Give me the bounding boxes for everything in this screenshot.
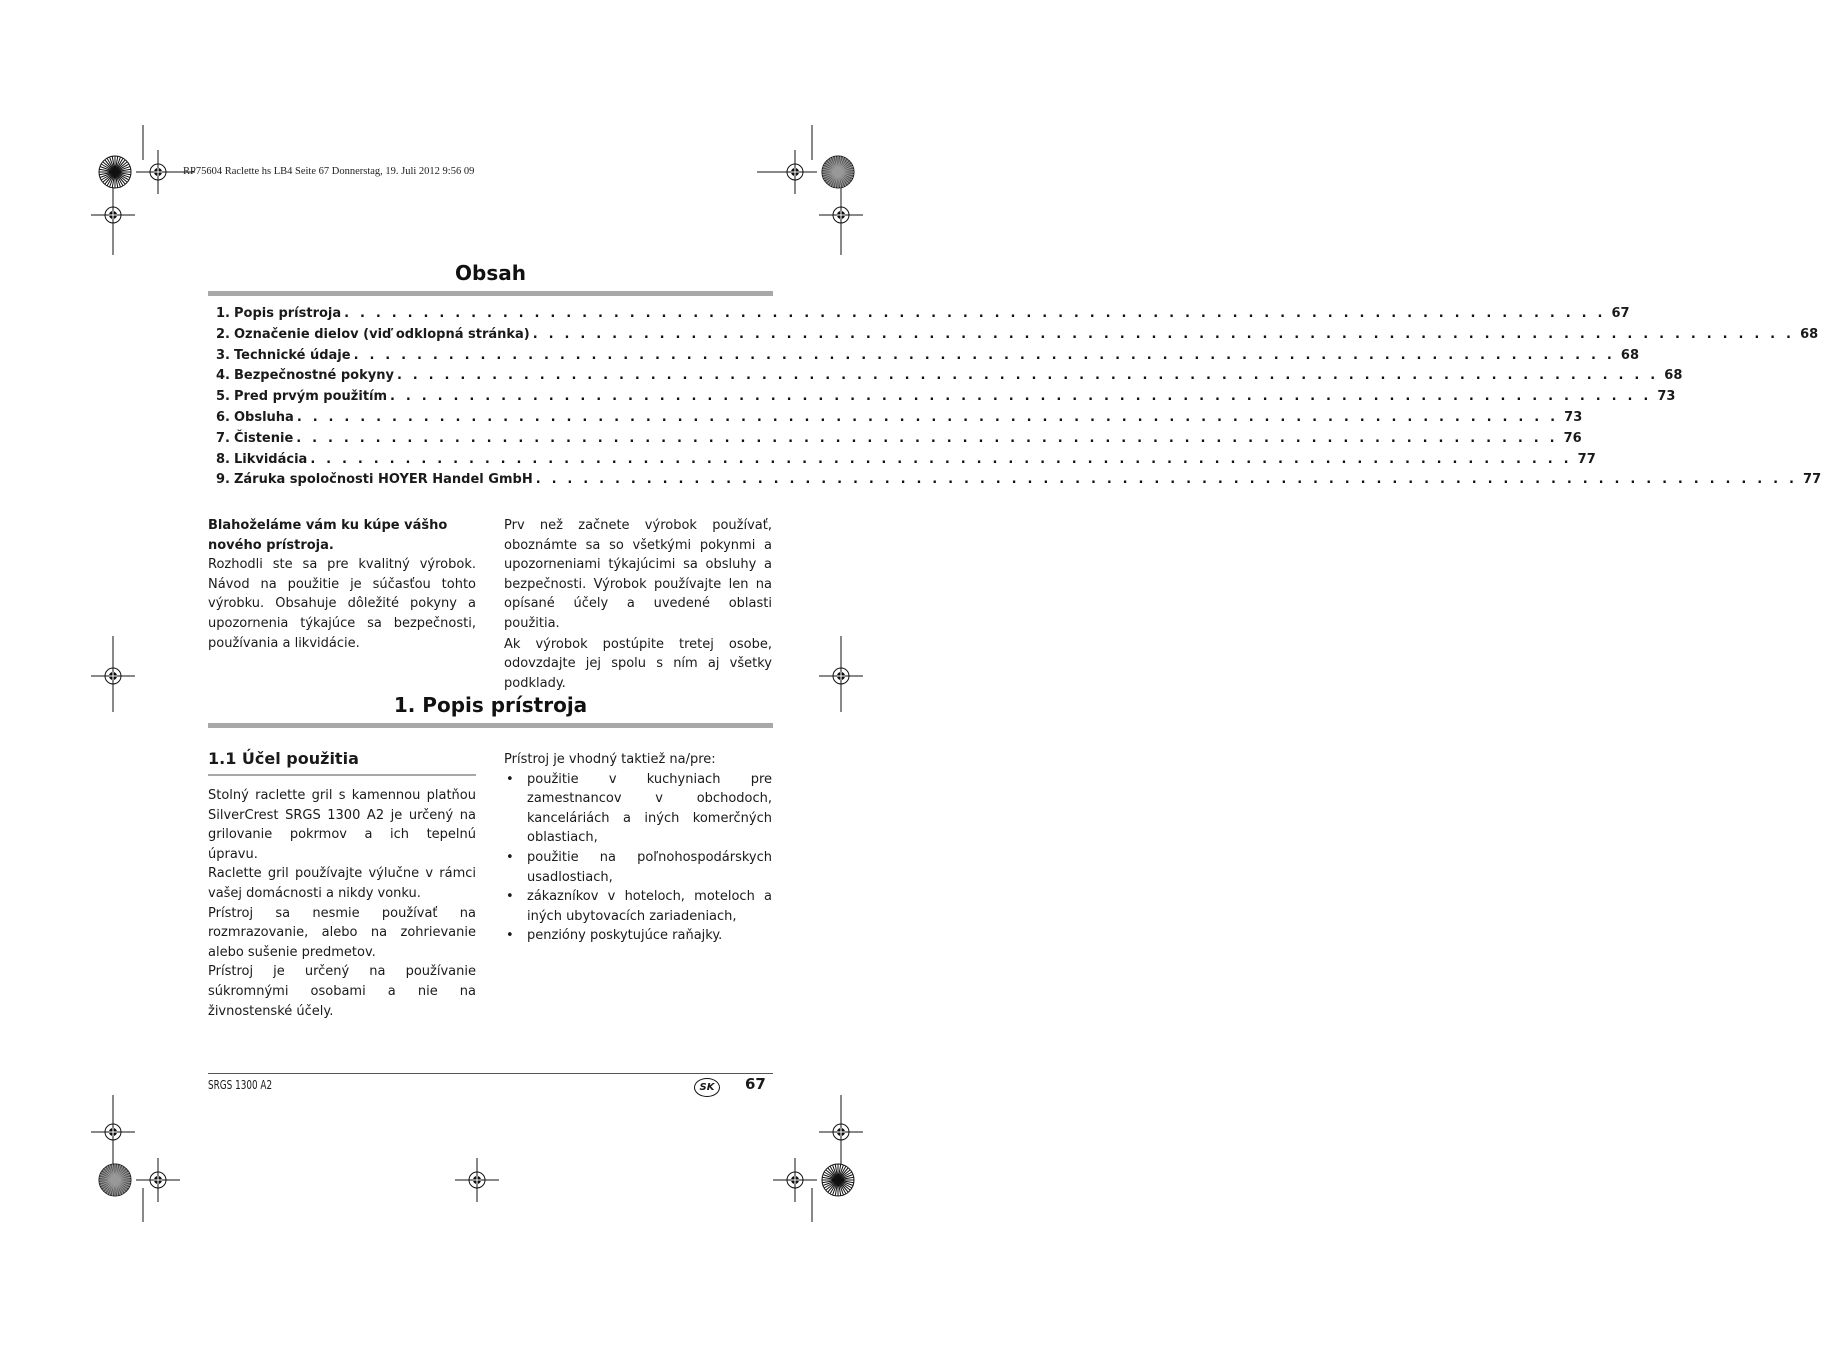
toc-entry-title: Likvidácia [233, 451, 308, 467]
toc-entry [216, 430, 1582, 452]
toc-entry-number: 3. [216, 347, 230, 363]
toc-entry [216, 347, 1640, 369]
toc-entry-title: Pred prvým použitím [233, 389, 388, 405]
toc-leader-dots: . . . . . . . . . . . . . . . . . . . . . . . . . . . . . . . . . . . . . . . . . . . . . . . . . . . . . . . . . . . . . . . . . . . . . . . . . . . . . . . . [535, 472, 1798, 488]
intro-heading: Blahoželáme vám ku kúpe vášho nového prístroja. [208, 518, 448, 553]
section-paragraph-2: Raclette gril používajte výlučne v rámci vašej domácnosti a nikdy vonku. [208, 866, 476, 901]
toc-entry-number: 8. [216, 451, 230, 467]
usage-list-item: • použitie na poľnohospodárskych usadlostiach, [504, 848, 772, 887]
print-header: RP75604 Raclette hs LB4 Seite 67 Donnerstag, 19. Juli 2012 9:56 09 [183, 166, 475, 177]
toc-entry-number: 5. [216, 389, 230, 405]
intro-left-column [208, 516, 476, 653]
color-wheel-icon [99, 1164, 131, 1196]
toc-entry [216, 326, 1819, 348]
toc-entry-page: 76 [1563, 430, 1582, 446]
toc-leader-dots: . . . . . . . . . . . . . . . . . . . . . . . . . . . . . . . . . . . . . . . . . . . . . . . . . . . . . . . . . . . . . . . . . . . . . . . . . . . . . . . . [296, 430, 1558, 446]
toc-entry-page: 73 [1564, 409, 1583, 425]
toc-entry-number: 7. [216, 430, 230, 446]
usage-intro: Prístroj je vhodný taktiež na/pre: [504, 752, 716, 767]
registration-mark-icon [773, 150, 817, 194]
color-wheel-icon [99, 156, 131, 188]
section-left-column [208, 786, 476, 1021]
toc-entry-page: 68 [1620, 347, 1640, 363]
toc-entry-page: 67 [1611, 306, 1630, 321]
section-paragraph-3: Prístroj sa nesmie používať na rozmrazovanie, alebo na zohrievanie alebo sušenie predmetov. [208, 905, 476, 960]
toc-leader-dots: . . . . . . . . . . . . . . . . . . . . . . . . . . . . . . . . . . . . . . . . . . . . . . . . . . . . . . . . . . . . . . . . . . . . . . . . . . . . . . . . [390, 389, 1652, 405]
toc-entry-page: 68 [1800, 326, 1819, 342]
toc-entry-title: Záruka spoločnosti HOYER Handel GmbH [233, 472, 533, 488]
toc-entry-number: 6. [216, 409, 230, 425]
registration-mark-icon [91, 1110, 135, 1154]
section-title-rule [208, 723, 773, 728]
toc-entry-page: 77 [1803, 472, 1821, 488]
intro-right-paragraph-1: Prv než začnete výrobok používať, oboznámte sa so všetkými pokynmi a upozorneniami týkajúcimi sa obsluhy a bezpečnosti. Výrobok používajte len na opísané účely a uvedené oblasti použitia. [504, 518, 772, 631]
subsection-rule [208, 774, 476, 776]
color-wheel-icon [822, 1164, 854, 1196]
toc-entry-number: 9. [216, 472, 230, 488]
color-wheel-icon [822, 156, 854, 188]
toc-entry [216, 306, 1630, 327]
section-paragraph-4: Prístroj je určený na používanie súkromnými osobami a nie na živnostenské účely. [208, 964, 476, 1019]
usage-list-item: • použitie v kuchyniach pre zamestnancov v obchodoch, kanceláriách a iných komerčných oblastiach, [504, 770, 772, 848]
toc-entry-number: 2. [216, 326, 230, 342]
toc-entry-title: Čistenie [233, 430, 294, 446]
toc-leader-dots: . . . . . . . . . . . . . . . . . . . . . . . . . . . . . . . . . . . . . . . . . . . . . . . . . . . . . . . . . . . . . . . . . . . . . . . . . . . . . . . . [353, 347, 1616, 363]
toc-title: Obsah [455, 261, 526, 285]
section-right-column [504, 750, 772, 946]
usage-list-item: • penzióny poskytujúce raňajky. [504, 926, 772, 946]
registration-mark-icon [91, 193, 135, 237]
toc-entry-title: Bezpečnostné pokyny [233, 368, 394, 384]
toc-entry [216, 389, 1676, 410]
registration-mark-icon [819, 654, 863, 698]
toc-entry-title: Obsluha [233, 409, 294, 425]
toc-entry [216, 472, 1821, 493]
toc-entry [216, 409, 1583, 431]
toc-title-rule [208, 291, 773, 296]
footer-model: SRGS 1300 A2 [208, 1078, 273, 1092]
toc-leader-dots: . . . . . . . . . . . . . . . . . . . . . . . . . . . . . . . . . . . . . . . . . . . . . . . . . . . . . . . . . . . . . . . . . . . . . . . . . . . . . . . . [344, 306, 1606, 321]
toc-entry [216, 451, 1596, 473]
registration-mark-icon [91, 654, 135, 698]
toc-entry-number: 1. [216, 306, 230, 321]
language-badge: SK [694, 1078, 720, 1097]
toc-entry-title: Popis prístroja [233, 306, 342, 321]
toc-entry-number: 4. [216, 368, 230, 384]
toc-entry-page: 68 [1664, 368, 1683, 384]
toc-entry-page: 77 [1577, 451, 1596, 467]
page-number: 67 [745, 1075, 766, 1093]
intro-right-column [504, 516, 772, 693]
toc-entry [216, 368, 1683, 389]
usage-list [504, 770, 772, 946]
toc-leader-dots: . . . . . . . . . . . . . . . . . . . . . . . . . . . . . . . . . . . . . . . . . . . . . . . . . . . . . . . . . . . . . . . . . . . . . . . . . . . . . . . . [310, 451, 1572, 467]
section-paragraph-1: Stolný raclette gril s kamennou platňou SilverCrest SRGS 1300 A2 je určený na grilovanie pokrmov a ich tepelnú úpravu. [208, 788, 476, 862]
intro-right-paragraph-2: Ak výrobok postúpite tretej osobe, odovzdajte jej spolu s ním aj všetky podklady. [504, 636, 772, 691]
toc-leader-dots: . . . . . . . . . . . . . . . . . . . . . . . . . . . . . . . . . . . . . . . . . . . . . . . . . . . . . . . . . . . . . . . . . . . . . . . . . . . . . . . . [396, 368, 1659, 384]
usage-list-item: • zákazníkov v hoteloch, moteloch a iných ubytovacích zariadeniach, [504, 887, 772, 926]
registration-mark-icon [455, 1158, 499, 1202]
section-title: 1. Popis prístroja [393, 693, 588, 717]
footer-rule [208, 1073, 773, 1074]
toc-list [216, 306, 1821, 493]
toc-entry-page: 73 [1657, 389, 1676, 405]
toc-leader-dots: . . . . . . . . . . . . . . . . . . . . . . . . . . . . . . . . . . . . . . . . . . . . . . . . . . . . . . . . . . . . . . . . . . . . . . . . . . . . . . . . [532, 326, 1795, 342]
toc-leader-dots: . . . . . . . . . . . . . . . . . . . . . . . . . . . . . . . . . . . . . . . . . . . . . . . . . . . . . . . . . . . . . . . . . . . . . . . . . . . . . . . . [296, 409, 1559, 425]
registration-mark-icon [819, 1110, 863, 1154]
intro-left-text: Rozhodli ste sa pre kvalitný výrobok. Návod na použitie je súčasťou tohto výrobku. Obsahuje dôležité pokyny a upozornenia týkajúce sa bezpečnosti, používania a likvidácie. [208, 557, 476, 651]
subsection-title: 1.1 Účel použitia [208, 749, 359, 768]
toc-entry-title: Označenie dielov (viď odklopná stránka) [233, 326, 530, 342]
registration-mark-icon [819, 193, 863, 237]
registration-mark-icon [773, 1158, 817, 1202]
toc-entry-title: Technické údaje [233, 347, 351, 363]
